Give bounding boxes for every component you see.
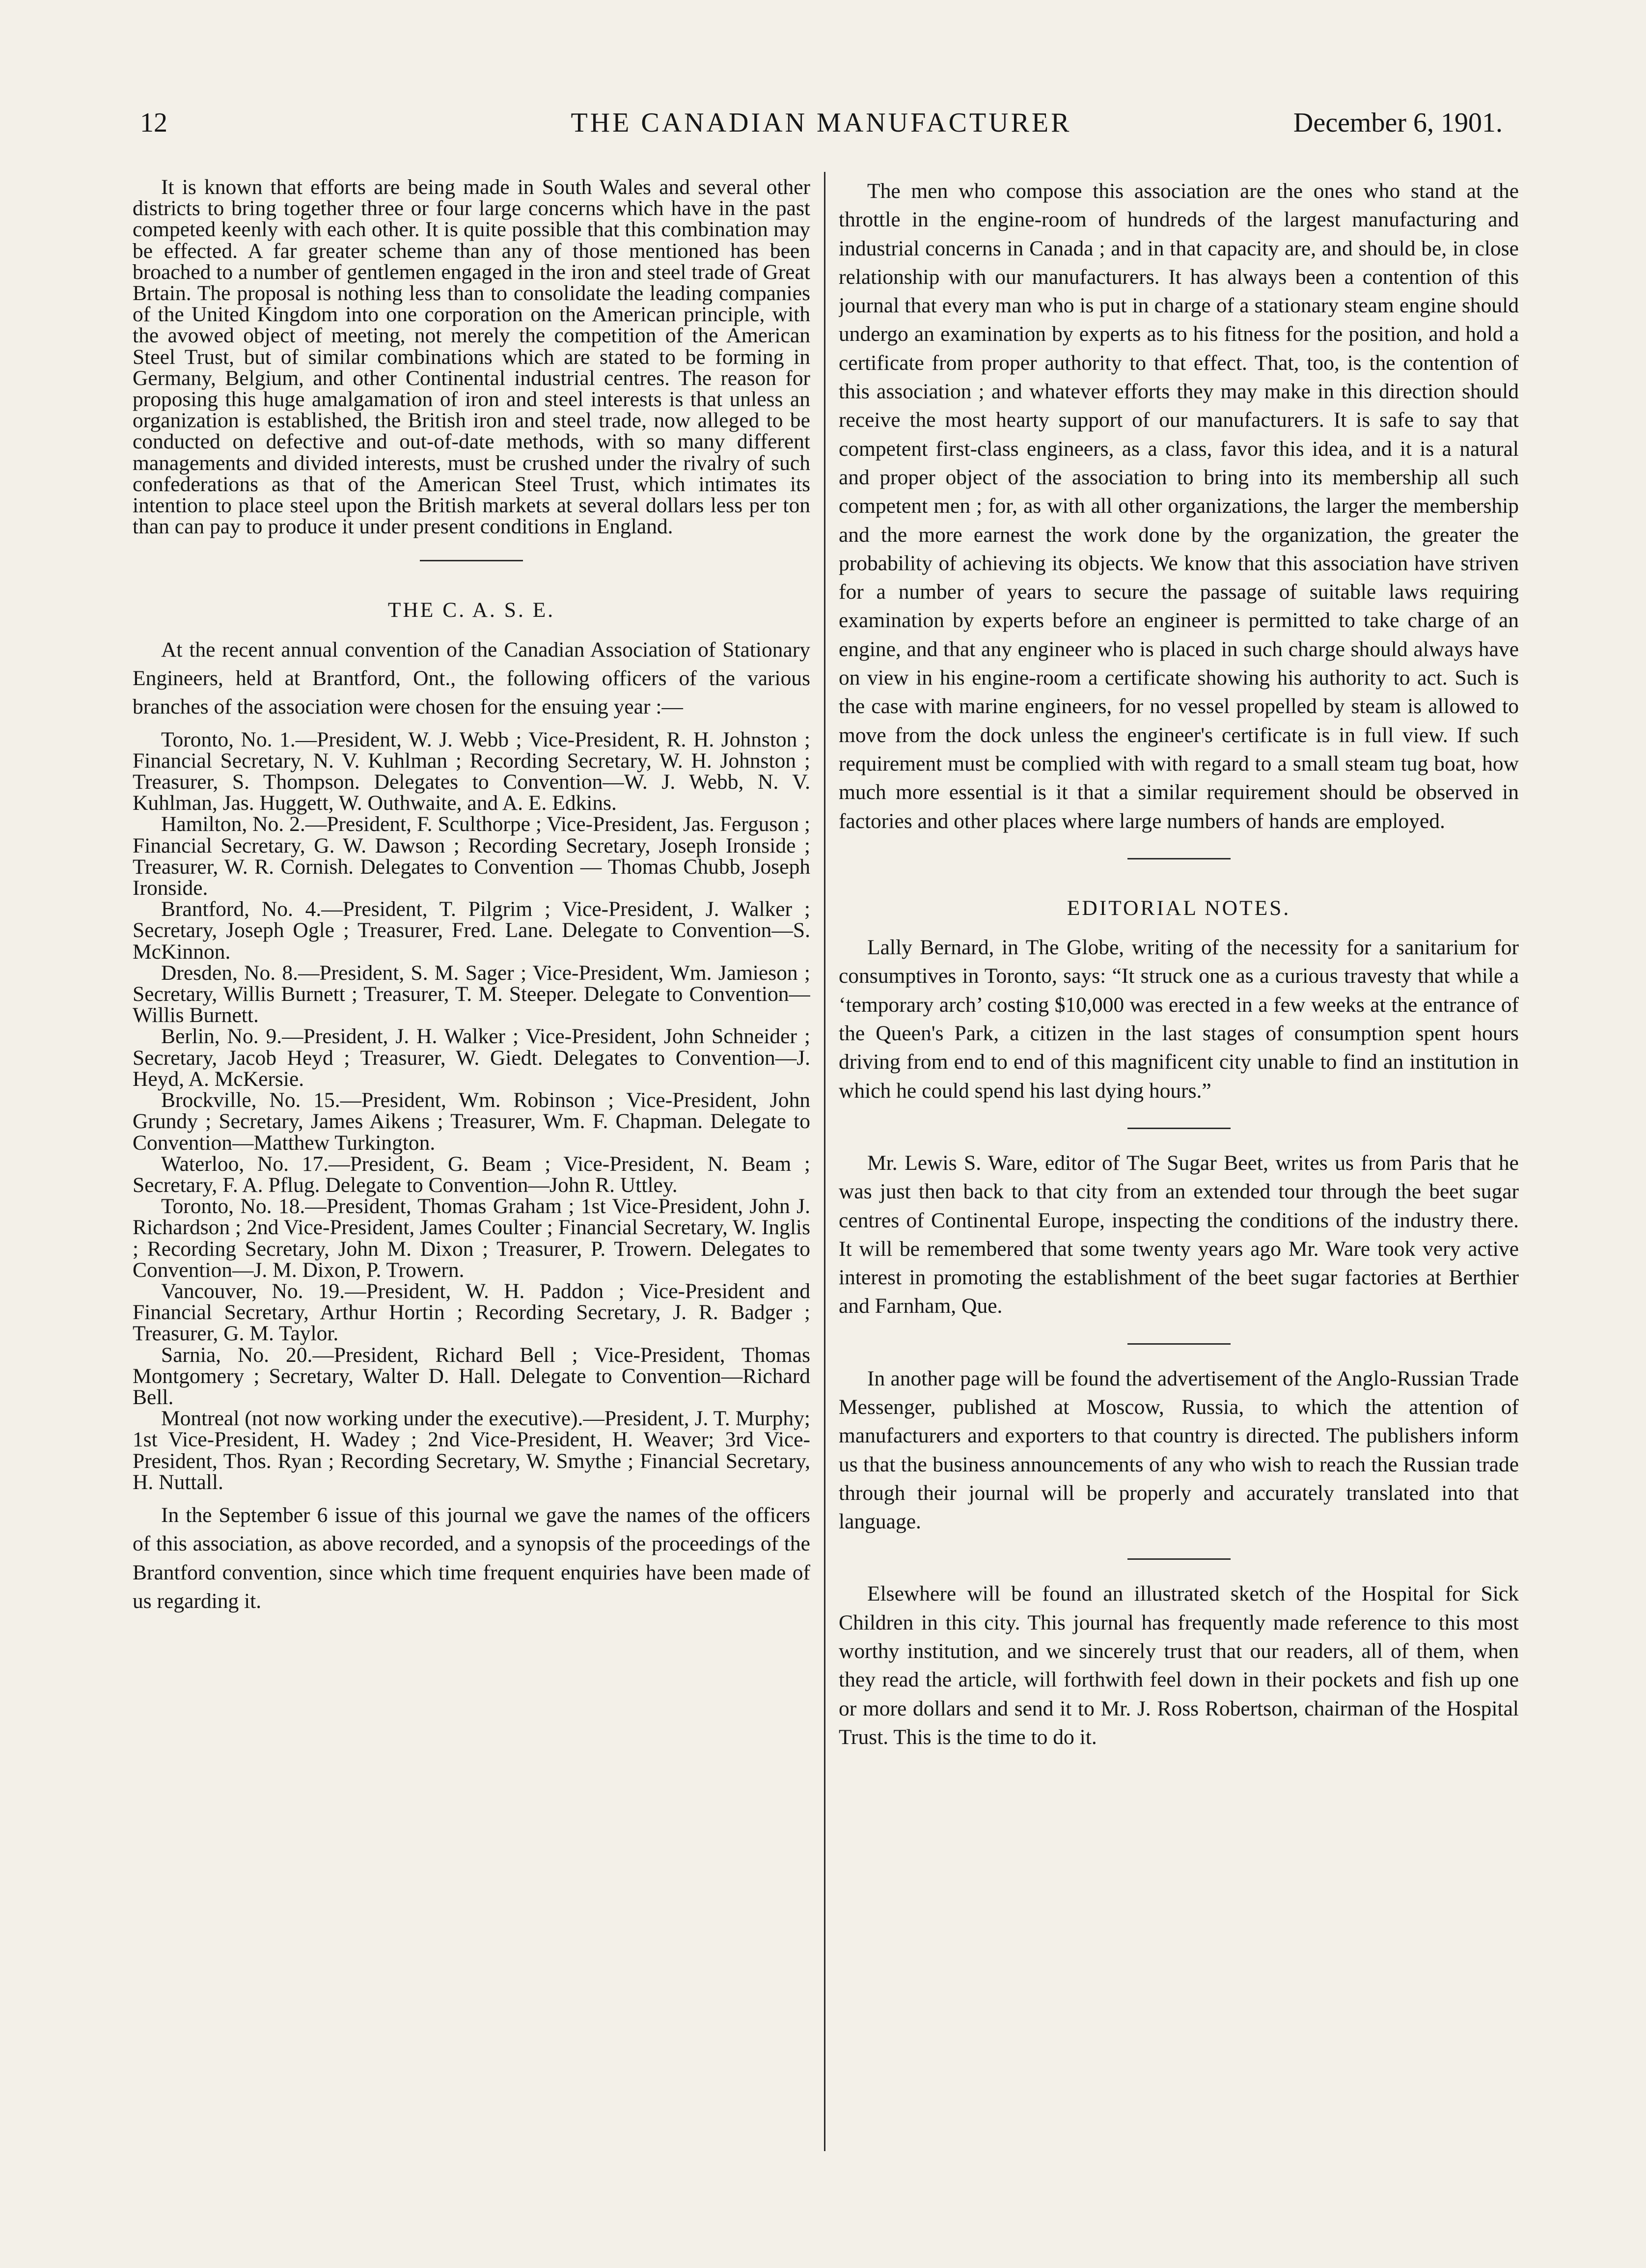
note-separator xyxy=(1127,1343,1231,1345)
publication-title: THE CANADIAN MANUFACTURER xyxy=(571,108,1072,138)
section-rule xyxy=(1127,858,1231,859)
branch-entry: Sarnia, No. 20.—President, Richard Bell ; Vice-President, Thomas Montgomery ; Secretary, Walter D. Hall. Delegate to Convention—Richard Bell. xyxy=(133,1343,810,1409)
association-paragraph: The men who compose this association are the ones who stand at the throttle in the engine-room of hundreds of the largest manufacturing and industrial concerns in Canada ; and in that capacity are, and should be, in close relationship with our manufacturers. It has always been a contention of this journal that every man who is put in charge of a stationary steam engine should undergo an examination by experts as to his fitness for the position, and hold a certificate from proper authority to that effect. That, too, is the contention of this association ; and whatever efforts they may make in this direction should receive the most hearty support of our manufacturers. It is safe to say that competent first-class engineers, as a class, favor this idea, and it is a natural and proper object of the association to bring into its membership all such competent men ; for, as with all other organizations, the larger the membership and the more earnest the work done by the organization, the greater the probability of achieving its objects. We know that this association have striven for a number of years to secure the passage of suitable laws requiring examination by experts before an engineer is permitted to take charge of an engine, and that any engineer who is placed in such charge should always have on view in his engine-room a certificate showing his authority to act. Such is the case with marine engineers, for no vessel propelled by steam is allowed to move from the dock unless the engineer's certificate is in full view. If such requirement must be complied with with regard to a small steam tug boat, how much more essential is it that a similar requirement should be observed in factories and other places where large numbers of hands are employed. xyxy=(839,179,1519,833)
branch-entry: Montreal (not now working under the executive).—President, J. T. Murphy; 1st Vice-President, H. Wadey ; 2nd Vice-President, H. Weaver; 3rd Vice-President, Thos. Ryan ; Recording Secretary, W. Smythe ; Financial Secretary, H. Nuttall. xyxy=(133,1407,810,1494)
page-number: 12 xyxy=(140,108,167,138)
branch-officers-list xyxy=(133,729,810,1493)
editorial-notes-heading: EDITORIAL NOTES. xyxy=(1067,896,1291,920)
branch-entry: Berlin, No. 9.—President, J. H. Walker ; Vice-President, John Schneider ; Secretary, Jacob Heyd ; Treasurer, W. Giedt. Delegates to Convention—J. Heyd, A. McKersie. xyxy=(133,1024,810,1091)
right-column xyxy=(839,177,1519,2146)
branch-entry: Vancouver, No. 19.—President, W. H. Paddon ; Vice-President and Financial Secretary, Arthur Hortin ; Recording Secretary, J. R. Badger ; Treasurer, G. M. Taylor. xyxy=(133,1279,810,1346)
issue-date: December 6, 1901. xyxy=(1293,108,1503,138)
section-rule xyxy=(420,560,523,561)
column-divider xyxy=(824,172,825,2151)
steel-article-paragraph: It is known that efforts are being made in South Wales and several other districts to bring together three or four large concerns which have in the past competed keenly with each other. It is quite possible that this combination may be effected. A far greater scheme than any of those mentioned has been broached to a number of gentlemen engaged in the iron and steel trade of Great Brtain. The proposal is nothing less than to consolidate the leading companies of the United Kingdom into one corporation on the American principle, with the avowed object of meeting, not merely the competition of the American Steel Trust, but of similar combinations which are stated to be forming in Germany, Belgium, and other Continental industrial centres. The reason for proposing this huge amalgamation of iron and steel interests is that unless an organization is established, the British iron and steel trade, now alleged to be conducted on defective and out-of-date methods, with so many different managements and divided interests, must be crushed under the rivalry of such confederations as that of the American Steel Trust, which intimates its intention to place steel upon the British markets at several dollars less per ton than can pay to produce it under present conditions in England. xyxy=(133,177,810,539)
branch-entry: Brockville, No. 15.—President, Wm. Robinson ; Vice-President, John Grundy ; Secretary, James Aikens ; Treasurer, Wm. F. Chapman. Delegate to Convention—Matthew Turkington. xyxy=(133,1088,810,1155)
branch-entry: Dresden, No. 8.—President, S. M. Sager ; Vice-President, Wm. Jamieson ; Secretary, Willis Burnett ; Treasurer, T. M. Steeper. Delegate to Convention—Willis Burnett. xyxy=(133,961,810,1027)
branch-entry: Toronto, No. 1.—President, W. J. Webb ; Vice-President, R. H. Johnston ; Financial Secretary, N. V. Kuhlman ; Recording Secretary, W. H. Johnston ; Treasurer, S. Thompson. Delegates to Convention—W. J. Webb, N. V. Kuhlman, Jas. Huggett, W. Outhwaite, and A. E. Edkins. xyxy=(133,727,810,815)
case-intro-paragraph: At the recent annual convention of the Canadian Association of Stationary Engineers, held at Brantford, Ont., the following officers of the various branches of the association were chosen for the ensuing year :— xyxy=(133,637,810,719)
case-heading: THE C. A. S. E. xyxy=(387,598,555,622)
case-closing-paragraph: In the September 6 issue of this journal we gave the names of the officers of this association, as above recorded, and a synopsis of the proceedings of the Brantford convention, since which time frequent enquiries have been made of us regarding it. xyxy=(133,1503,810,1613)
branch-entry: Hamilton, No. 2.—President, F. Sculthorpe ; Vice-President, Jas. Ferguson ; Financial Secretary, G. W. Dawson ; Recording Secretary, Joseph Ironside ; Treasurer, W. R. Cornish. Delegates to Convention — Thomas Chubb, Joseph Ironside. xyxy=(133,812,810,900)
note-separator xyxy=(1127,1558,1231,1560)
branch-entry: Brantford, No. 4.—President, T. Pilgrim ; Vice-President, J. Walker ; Secretary, Joseph Ogle ; Treasurer, Fred. Lane. Delegate to Convention—S. McKinnon. xyxy=(133,897,810,964)
left-column xyxy=(133,177,810,2146)
note-separator xyxy=(1127,1128,1231,1129)
branch-entry: Waterloo, No. 17.—President, G. Beam ; Vice-President, N. Beam ; Secretary, F. A. Pflug. Delegate to Convention—John R. Uttley. xyxy=(133,1152,810,1197)
page-header xyxy=(140,106,1503,140)
editorial-note: Elsewhere will be found an illustrated sketch of the Hospital for Sick Children in this city. This journal has frequently made reference to this most worthy institution, and we sincerely trust that our readers, all of them, when they read the article, will forthwith feel down in their pockets and fish up one or more dollars and send it to Mr. J. Ross Robertson, chairman of the Hospital Trust. This is the time to do it. xyxy=(839,1582,1519,1749)
branch-entry: Toronto, No. 18.—President, Thomas Graham ; 1st Vice-President, John J. Richardson ; 2nd Vice-President, James Coulter ; Financial Secretary, W. Inglis ; Recording Secretary, John M. Dixon ; Treasurer, P. Trowern. Delegates to Convention—J. M. Dixon, P. Trowern. xyxy=(133,1194,810,1282)
editorial-note: Mr. Lewis S. Ware, editor of The Sugar Beet, writes us from Paris that he was just then back to that city from an extended tour through the beet sugar centres of Continental Europe, inspecting the conditions of the industry there. It will be remembered that some twenty years ago Mr. Ware took very active interest in promoting the establishment of the beet sugar factories at Berthier and Farnham, Que. xyxy=(839,1151,1519,1318)
editorial-note: Lally Bernard, in The Globe, writing of the necessity for a sanitarium for consumptives in Toronto, says: “It struck one as a curious travesty that while a ‘temporary arch’ costing $10,000 was erected in a few weeks at the entrance of the Queen's Park, a citizen in the last stages of consumption spent hours driving from end to end of this magnificent city unable to find an institution in which he could spend his last dying hours.” xyxy=(839,936,1519,1103)
editorial-note: In another page will be found the advertisement of the Anglo-Russian Trade Messenger, published at Moscow, Russia, to which the attention of manufacturers and exporters to that country is directed. The publishers inform us that the business announcements of any who wish to reach the Russian trade through their journal will be properly and accurately translated into that language. xyxy=(839,1366,1519,1534)
